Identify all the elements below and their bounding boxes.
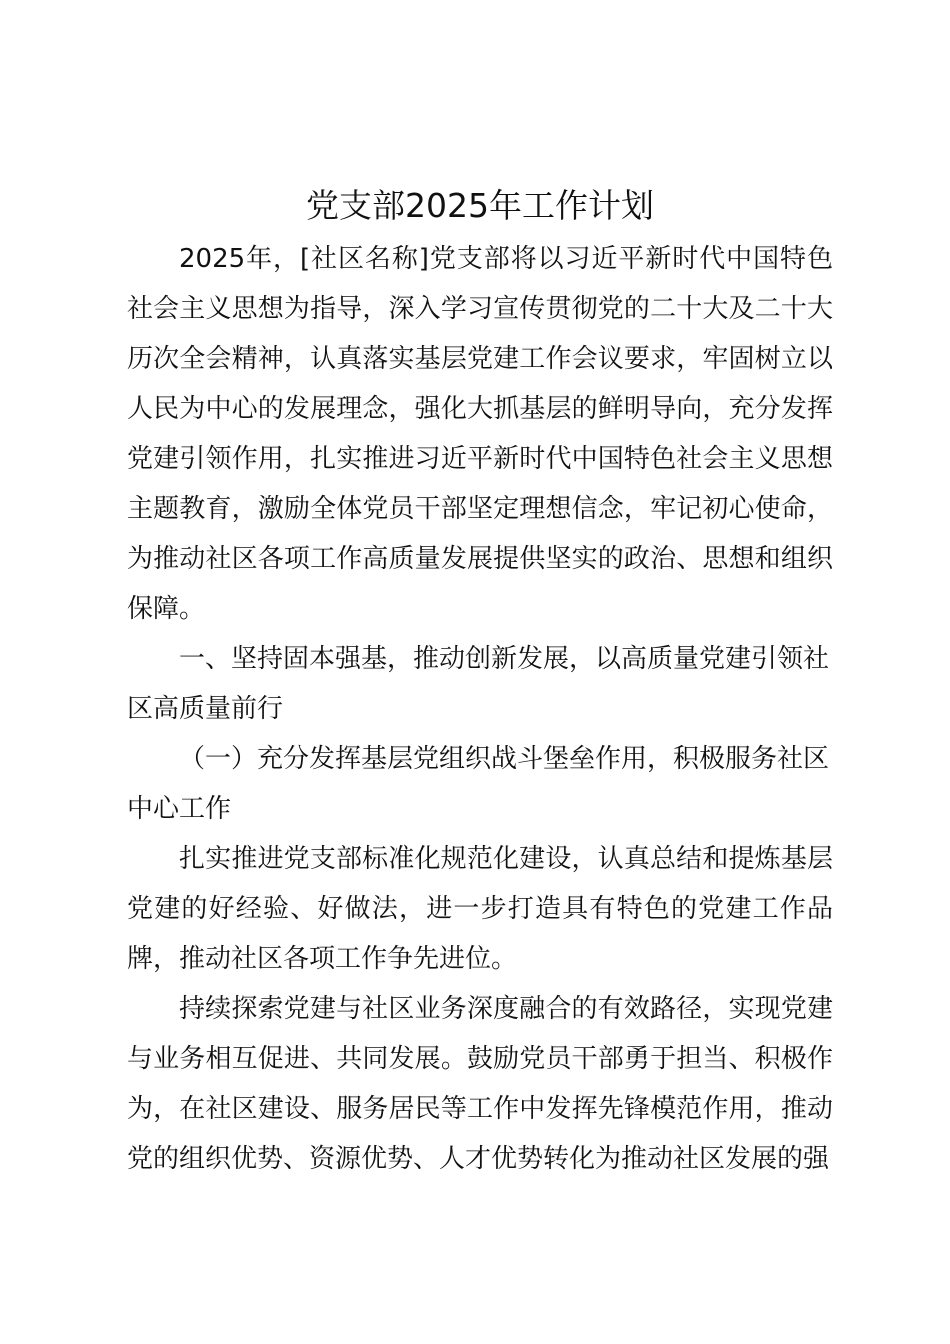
document-page (127, 178, 833, 1184)
body-paragraph-2: 持续探索党建与社区业务深度融合的有效路径，实现党建与业务相互促进、共同发展。鼓励党员干部勇于担当、积极作为，在社区建设、服务居民等工作中发挥先锋模范作用，推动党的组织优势、资源优势、人才优势转化为推动社区发展的强 (127, 994, 833, 1174)
body-paragraph-1: 扎实推进党支部标准化规范化建设，认真总结和提炼基层党建的好经验、好做法，进一步打造具有特色的党建工作品牌，推动社区各项工作争先进位。 (127, 844, 833, 974)
intro-paragraph: 2025年，[社区名称]党支部将以习近平新时代中国特色社会主义思想为指导，深入学习宣传贯彻党的二十大及二十大历次全会精神，认真落实基层党建工作会议要求，牢固树立以人民为中心的发展理念，强化大抓基层的鲜明导向，充分发挥党建引领作用，扎实推进习近平新时代中国特色社会主义思想主题教育，激励全体党员干部坚定理想信念，牢记初心使命，为推动社区各项工作高质量发展提供坚实的政治、思想和组织保障。 (127, 244, 833, 624)
subsection-heading-1: （一）充分发挥基层党组织战斗堡垒作用，积极服务社区中心工作 (127, 744, 830, 824)
document-title: 党支部2025年工作计划 (306, 186, 654, 225)
section-heading-1: 一、坚持固本强基，推动创新发展，以高质量党建引领社区高质量前行 (127, 644, 830, 724)
